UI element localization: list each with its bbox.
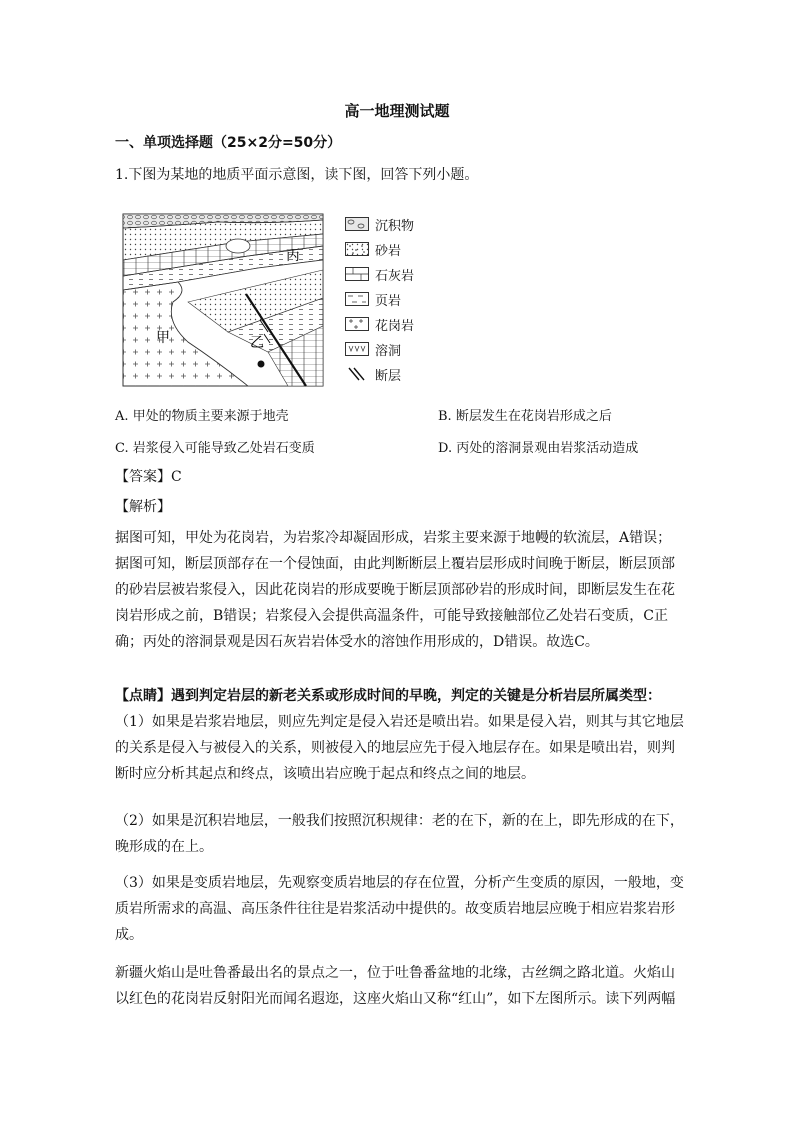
section-heading: 一、单项选择题（25×2分=50分）: [115, 135, 342, 151]
next-question-intro: 新疆火焰山是吐鲁番最出名的景点之一，位于吐鲁番盆地的北缘，古丝绸之路北道。火焰山以红色的花岗岩反射阳光而闻名遐迩，这座火焰山又称“红山”，如下左图所示。读下列两幅: [115, 965, 676, 1007]
legend-item-cave: [345, 340, 435, 360]
option-c: C. 岩浆侵入可能导致乙处岩石变质: [115, 441, 315, 456]
analysis-heading: 【解析】: [115, 499, 171, 515]
cave-icon: [345, 342, 369, 356]
legend-label: 溶洞: [375, 344, 402, 359]
label-jia: 甲: [156, 330, 170, 346]
tip-heading: 【点睛】遇到判定岩层的新老关系或形成时间的早晚，判定的关键是分析岩层所属类型：: [115, 688, 661, 704]
legend-label: 页岩: [375, 294, 402, 309]
legend-item-shale: [345, 290, 435, 310]
legend-label: 断层: [375, 369, 402, 384]
option-a: A. 甲处的物质主要来源于地壳: [115, 409, 289, 424]
tip-point-1: （1）如果是岩浆岩地层，则应先判定是侵入岩还是喷出岩。如果是侵入岩，则其与其它地层的关系是侵入与被侵入的关系，则被侵入的地层应先于侵入地层存在。如果是喷出岩，则判断时应分析其起点和终点，该喷出岩应晚于起点和终点之间的地层。: [115, 714, 684, 782]
legend-label: 花岗岩: [375, 319, 415, 334]
analysis-text: 据图可知，甲处为花岗岩，为岩浆冷却凝固形成，岩浆主要来源于地幔的软流层，A错误；据图可知，断层顶部存在一个侵蚀面，由此判断断层上覆岩层形成时间晚于断层，断层顶部的砂岩层被岩浆侵入，因此花岗岩的形成要晚于断层顶部砂岩的形成时间，即断层发生在花岗岩形成之前，B错误；岩浆侵入会提供高温条件，可能导致接触部位乙处岩石变质，C正确；丙处的溶洞景观是因石灰岩岩体受水的溶蚀作用形成的，D错误。故选C。: [115, 530, 675, 650]
legend-label: 沉积物: [375, 219, 415, 234]
page-title: 高一地理测试题: [344, 102, 450, 120]
legend-label: 石灰岩: [375, 269, 415, 284]
fault-icon: [345, 367, 369, 381]
legend-item-limestone: [345, 265, 435, 285]
label-bing: 丙: [286, 248, 300, 264]
legend-item-granite: [345, 315, 435, 335]
label-yi: 乙: [250, 335, 264, 351]
option-d: D. 丙处的溶洞景观由岩浆活动造成: [438, 441, 639, 456]
legend-item-fault: [345, 365, 435, 385]
legend-item-sandstone: [345, 240, 435, 260]
tip-point-3: （3）如果是变质岩地层，先观察变质岩地层的存在位置，分析产生变质的原因，一般地，变质岩所需求的高温、高压条件往往是岩浆活动中提供的。故变质岩地层应晚于相应岩浆岩形成。: [115, 875, 684, 943]
legend-item-sediment: [345, 215, 435, 235]
answer: 【答案】C: [115, 469, 182, 485]
tip-point-2: （2）如果是沉积岩地层，一般我们按照沉积规律：老的在下，新的在上，即先形成的在下，晚形成的在上。: [115, 813, 684, 855]
sediment-icon: [345, 217, 369, 231]
granite-icon: [345, 317, 369, 331]
limestone-icon: [345, 267, 369, 281]
shale-icon: [345, 292, 369, 306]
sandstone-icon: [345, 242, 369, 256]
question-stem: 1.下图为某地的地质平面示意图，读下图，回答下列小题。: [115, 167, 479, 183]
option-b: B. 断层发生在花岗岩形成之后: [438, 409, 612, 424]
legend-label: 砂岩: [375, 244, 402, 259]
